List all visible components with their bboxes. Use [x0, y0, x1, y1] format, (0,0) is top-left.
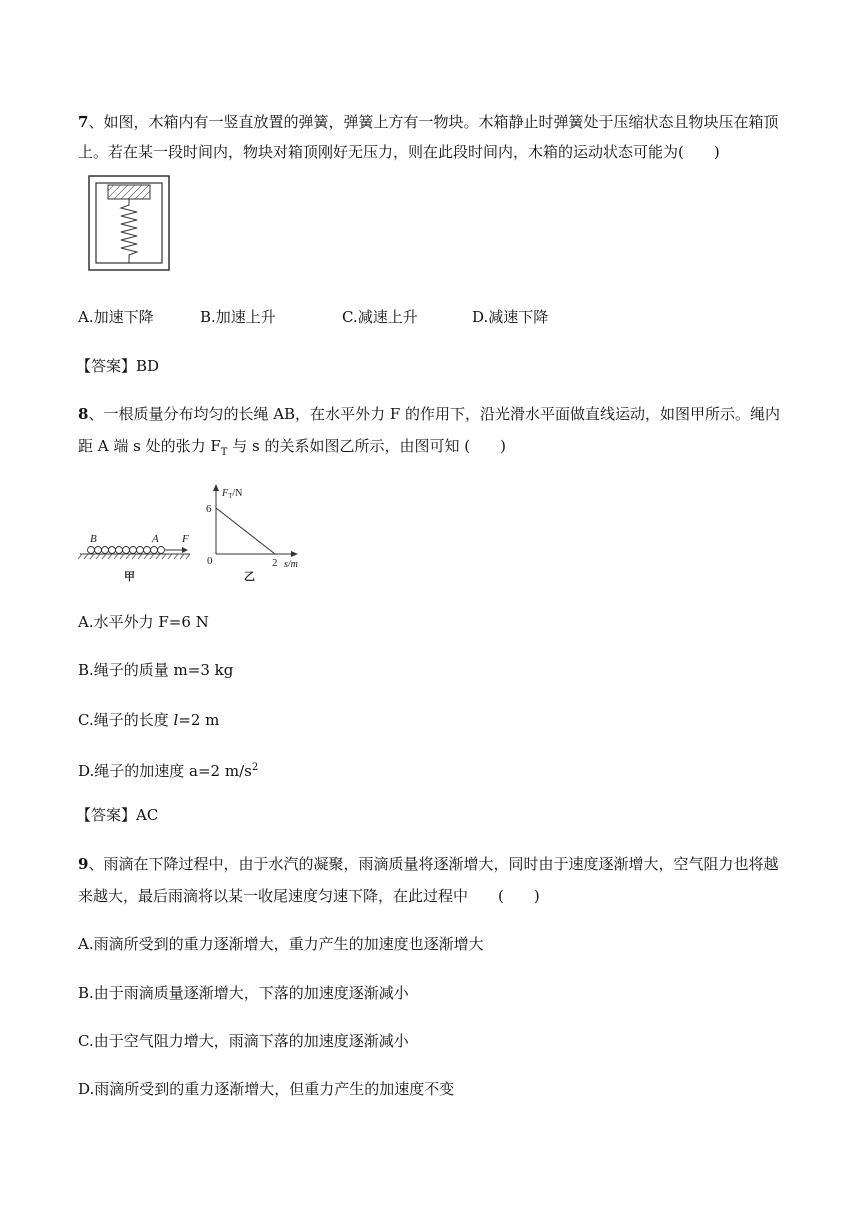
q9-option-a: A.雨滴所受到的重力逐渐增大，重力产生的加速度也逐渐增大: [78, 935, 484, 953]
q7-option-a: A.加速下降: [78, 308, 154, 326]
q8-text2b: 与 s 的关系如图乙所示，由图可知 ( ): [227, 437, 506, 455]
q8-graph-line: [216, 508, 275, 554]
q7-text1: 、如图，木箱内有一竖直放置的弹簧，弹簧上方有一物块。木箱静止时弹簧处于压缩状态且物块压在箱顶: [88, 113, 779, 131]
q8-optc-l: l: [173, 711, 179, 729]
q7-spring: [121, 199, 137, 263]
q8-figure-yi: [200, 482, 310, 586]
q9-stem-line2: 来越大，最后雨滴将以某一收尾速度匀速下降，在此过程中 ( ): [78, 887, 540, 905]
q8-option-d: [78, 758, 258, 781]
q8-text2a: 距 A 端 s 处的张力 F: [78, 437, 221, 455]
q8-rope: [88, 547, 165, 554]
q8-stem-line2: [78, 436, 506, 463]
q8-optc-a: C.绳子的长度: [78, 711, 174, 729]
q7-option-d: D.减速下降: [472, 308, 549, 326]
q9-option-c: C.由于空气阻力增大，雨滴下落的加速度逐渐减小: [78, 1032, 409, 1050]
q7-stem-line1: [78, 112, 778, 132]
q9-option-b: B.由于雨滴质量逐渐增大，下落的加速度逐渐减小: [78, 984, 409, 1002]
q8-origin: 0: [207, 555, 213, 567]
q8-number: 8: [78, 405, 89, 423]
q8-option-a: A.水平外力 F=6 N: [78, 613, 209, 631]
svg-text:FT/N: [221, 488, 242, 500]
q8-text2-sub: T: [220, 447, 228, 458]
q8-label-f: F: [182, 533, 189, 545]
q8-option-c: [78, 710, 219, 730]
q8-figure-jia: [78, 528, 198, 584]
q8-label-a: A: [152, 533, 159, 545]
q8-optd-a: D.绳子的加速度 a=2 m/s: [78, 762, 252, 780]
q8-ylabel: F: [222, 488, 229, 499]
q8-xlabel: s/m: [284, 559, 298, 570]
q8-ylabel-sub: T: [228, 492, 233, 500]
q7-figure-box-spring: [88, 175, 170, 271]
q8-caption-yi: 乙: [244, 571, 255, 583]
q7-answer: 【答案】BD: [76, 357, 160, 375]
q8-answer: 【答案】AC: [76, 806, 159, 824]
q7-option-b: B.加速上升: [200, 308, 276, 326]
q8-optd-sup: 2: [251, 762, 259, 773]
q8-option-b: B.绳子的质量 m=3 kg: [78, 661, 234, 679]
q8-label-b: B: [90, 533, 97, 545]
q7-block: [108, 185, 150, 199]
q8-caption-jia: 甲: [124, 571, 135, 583]
q9-text1: 、雨滴在下降过程中，由于水汽的凝聚，雨滴质量将逐渐增大，同时由于速度逐渐增大，空气阻力也将越: [88, 855, 779, 873]
q8-y-tick: 6: [206, 503, 212, 515]
q7-number: 7: [78, 113, 89, 131]
q9-option-d: D.雨滴所受到的重力逐渐增大，但重力产生的加速度不变: [78, 1080, 455, 1098]
q9-number: 9: [78, 855, 89, 873]
q8-x-tick: 2: [272, 557, 278, 569]
q7-option-c: C.减速上升: [342, 308, 418, 326]
q8-optc-b: =2 m: [178, 711, 220, 729]
q8-stem-line1: [78, 404, 780, 424]
q7-stem-line2: 上。若在某一段时间内，物块对箱顶刚好无压力，则在此段时间内，木箱的运动状态可能为( ): [78, 143, 720, 161]
q8-text1: 、一根质量分布均匀的长绳 AB，在水平外力 F 的作用下，沿光滑水平面做直线运动，如图甲所示。绳内: [88, 405, 781, 423]
q8-ylabel-unit: /N: [232, 488, 243, 499]
q9-stem-line1: [78, 854, 778, 874]
